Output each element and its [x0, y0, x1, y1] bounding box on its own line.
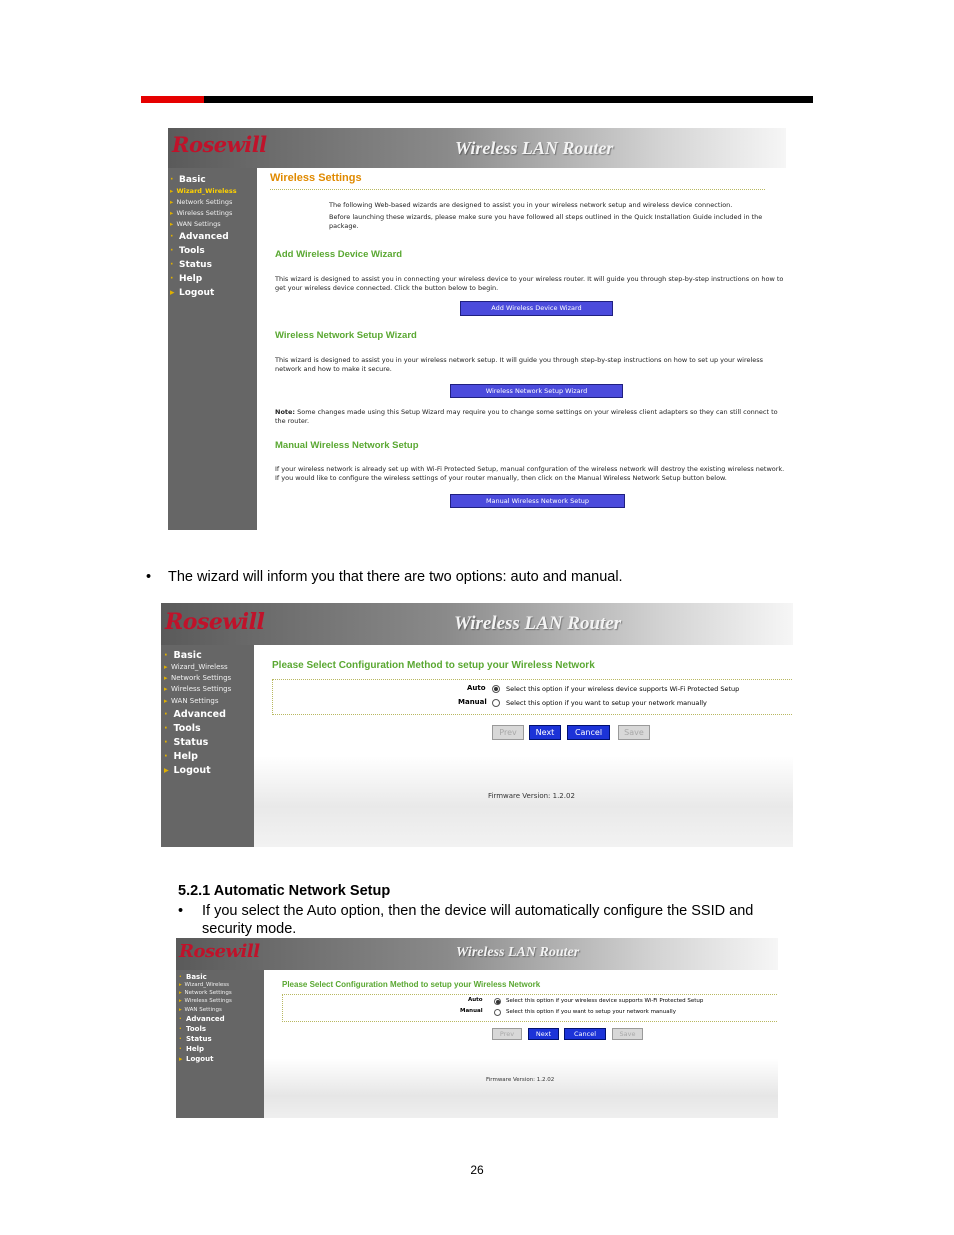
cancel-button[interactable]: Cancel	[564, 1028, 606, 1040]
nav-sub-wan-settings[interactable]: ▸ WAN Settings	[170, 220, 221, 228]
firmware-version: Firmware Version: 1.2.02	[488, 792, 575, 800]
manual-radio[interactable]	[492, 699, 500, 707]
nav-basic[interactable]: · Basic	[179, 972, 207, 981]
nav-sub-wizard-wireless[interactable]: ▸ Wizard_Wireless	[179, 982, 230, 988]
section-add-wireless-device-text: This wizard is designed to assist you in connecting your wireless device to your wireless router. It will guide you through step-by-step instructions on how to get your wireless device connected. Click the button below to begin.	[275, 275, 784, 292]
prev-button[interactable]: Prev	[492, 725, 524, 740]
bullet-item-2-continuation: security mode.	[202, 921, 297, 937]
section-network-setup-title: Wireless Network Setup Wizard	[275, 330, 417, 341]
screenshot-config-method	[161, 603, 793, 847]
next-button[interactable]: Next	[528, 1028, 559, 1040]
content-background	[264, 970, 778, 1118]
sidebar-nav	[170, 174, 237, 300]
router-brand-title: Wireless LAN Router	[455, 138, 614, 158]
nav-sub-wan-settings[interactable]: ▸ WAN Settings	[179, 1006, 222, 1013]
title-divider	[270, 189, 765, 190]
auto-description: Select this option if your wireless device supports Wi-Fi Protected Setup	[506, 685, 740, 693]
nav-advanced[interactable]: · Advanced	[164, 708, 226, 720]
manual-radio[interactable]	[494, 1009, 501, 1016]
nav-help[interactable]: · Help	[170, 273, 203, 284]
rosewill-logo: Rosewill	[172, 132, 267, 157]
section-manual-setup-text: If your wireless network is already set up with Wi-Fi Protected Setup, manual confguration of the wireless network will destroy the existing wireless network. If you would like to configure the wireless settings of your router manually, then click on the Manual Wireless Network Setup button below.	[275, 465, 785, 482]
nav-sub-wizard-wireless[interactable]: ▸ Wizard_Wireless	[170, 187, 237, 195]
nav-logout[interactable]: ▸ Logout	[179, 1055, 214, 1063]
nav-sub-wireless-settings[interactable]: ▸ Wireless Settings	[170, 209, 233, 217]
section-network-setup-text: This wizard is designed to assist you in your wireless network setup. It will guide you through step-by-step instructions on how to set up your wireless network and how to make it secure.	[275, 356, 764, 373]
auto-label: Auto	[468, 997, 483, 1003]
manual-wireless-network-setup-button[interactable]: Manual Wireless Network Setup	[450, 494, 625, 508]
nav-tools[interactable]: · Tools	[164, 722, 201, 734]
nav-sub-wan-settings[interactable]: ▸ WAN Settings	[164, 696, 219, 705]
section-manual-setup-title: Manual Wireless Network Setup	[275, 440, 419, 451]
section-heading: 5.2.1 Automatic Network Setup	[178, 883, 391, 899]
content-background	[254, 645, 793, 847]
rosewill-logo: Rosewill	[165, 609, 265, 635]
cancel-button[interactable]: Cancel	[567, 725, 610, 740]
manual-label: Manual	[458, 698, 487, 706]
nav-sub-network-settings[interactable]: ▸ Network Settings	[179, 990, 232, 996]
router-brand-title: Wireless LAN Router	[454, 613, 622, 634]
manual-description: Select this option if you want to setup your network manually	[506, 699, 707, 707]
nav-sub-wireless-settings[interactable]: ▸ Wireless Settings	[179, 998, 232, 1004]
page-number: 26	[470, 1163, 484, 1177]
manual-label: Manual	[460, 1008, 483, 1014]
nav-status[interactable]: · Status	[179, 1035, 212, 1043]
note-body: Some changes made using this Setup Wizard may require you to change some settings on your wireless client adapters so they can still connect to the router.	[275, 408, 778, 425]
nav-advanced[interactable]: · Advanced	[179, 1015, 225, 1023]
bullet-dot: •	[178, 903, 184, 919]
auto-radio[interactable]	[492, 685, 500, 693]
header-rule-red	[141, 96, 204, 103]
prev-button[interactable]: Prev	[492, 1028, 522, 1040]
nav-logout[interactable]: ▸ Logout	[164, 764, 211, 776]
bullet-dot: •	[146, 569, 152, 585]
bullet-item-1	[146, 569, 623, 585]
auto-radio[interactable]	[494, 998, 501, 1005]
rosewill-logo: Rosewill	[179, 941, 260, 962]
config-method-title: Please Select Configuration Method to setup your Wireless Network	[272, 660, 595, 671]
auto-description: Select this option if your wireless device supports Wi-Fi Protected Setup	[506, 998, 704, 1004]
save-button[interactable]: Save	[618, 725, 650, 740]
nav-help[interactable]: · Help	[164, 750, 198, 762]
nav-logout[interactable]: ▸ Logout	[170, 287, 215, 298]
note-text	[275, 408, 786, 426]
nav-status[interactable]: · Status	[170, 259, 212, 270]
auto-label: Auto	[467, 684, 486, 692]
next-button[interactable]: Next	[529, 725, 561, 740]
manual-description: Select this option if you want to setup your network manually	[506, 1009, 676, 1015]
nav-tools[interactable]: · Tools	[179, 1025, 207, 1033]
bullet-text: The wizard will inform you that there are two options: auto and manual.	[168, 569, 623, 585]
sidebar-nav	[164, 649, 231, 777]
bullet-text-line1: If you select the Auto option, then the device will automatically configure the SSID and	[202, 903, 754, 919]
nav-tools[interactable]: · Tools	[170, 245, 205, 256]
nav-help[interactable]: · Help	[179, 1045, 205, 1053]
nav-sub-network-settings[interactable]: ▸ Network Settings	[164, 673, 232, 682]
intro-text-2: Before launching these wizards, please make sure you have followed all steps outlined in the Quick Installation Guide included in the package.	[329, 213, 763, 230]
nav-sub-network-settings[interactable]: ▸ Network Settings	[170, 198, 233, 206]
nav-basic[interactable]: · Basic	[164, 649, 202, 661]
page-title: Wireless Settings	[270, 172, 362, 184]
section-add-wireless-device-title: Add Wireless Device Wizard	[275, 249, 403, 260]
bullet-item-2	[178, 903, 753, 919]
note-label: Note:	[275, 408, 296, 416]
router-brand-title: Wireless LAN Router	[456, 945, 580, 960]
wireless-network-setup-wizard-button[interactable]: Wireless Network Setup Wizard	[450, 384, 623, 398]
nav-sub-wireless-settings[interactable]: ▸ Wireless Settings	[164, 684, 232, 693]
nav-advanced[interactable]: · Advanced	[170, 231, 229, 242]
screenshot-config-method-small	[176, 938, 778, 1118]
save-button[interactable]: Save	[612, 1028, 643, 1040]
nav-basic[interactable]: · Basic	[170, 174, 206, 185]
intro-text-1: The following Web-based wizards are designed to assist you in your wireless network setup and wireless device connection.	[329, 201, 733, 209]
screenshot-wireless-settings	[168, 128, 786, 530]
header-rule-black	[204, 96, 813, 103]
add-wireless-device-wizard-button[interactable]: Add Wireless Device Wizard	[460, 301, 613, 316]
firmware-version: Firmware Version: 1.2.02	[486, 1077, 555, 1083]
nav-status[interactable]: · Status	[164, 736, 209, 748]
config-method-title: Please Select Configuration Method to setup your Wireless Network	[282, 980, 541, 989]
sidebar-nav	[179, 972, 232, 1064]
nav-sub-wizard-wireless[interactable]: ▸ Wizard_Wireless	[164, 662, 228, 671]
